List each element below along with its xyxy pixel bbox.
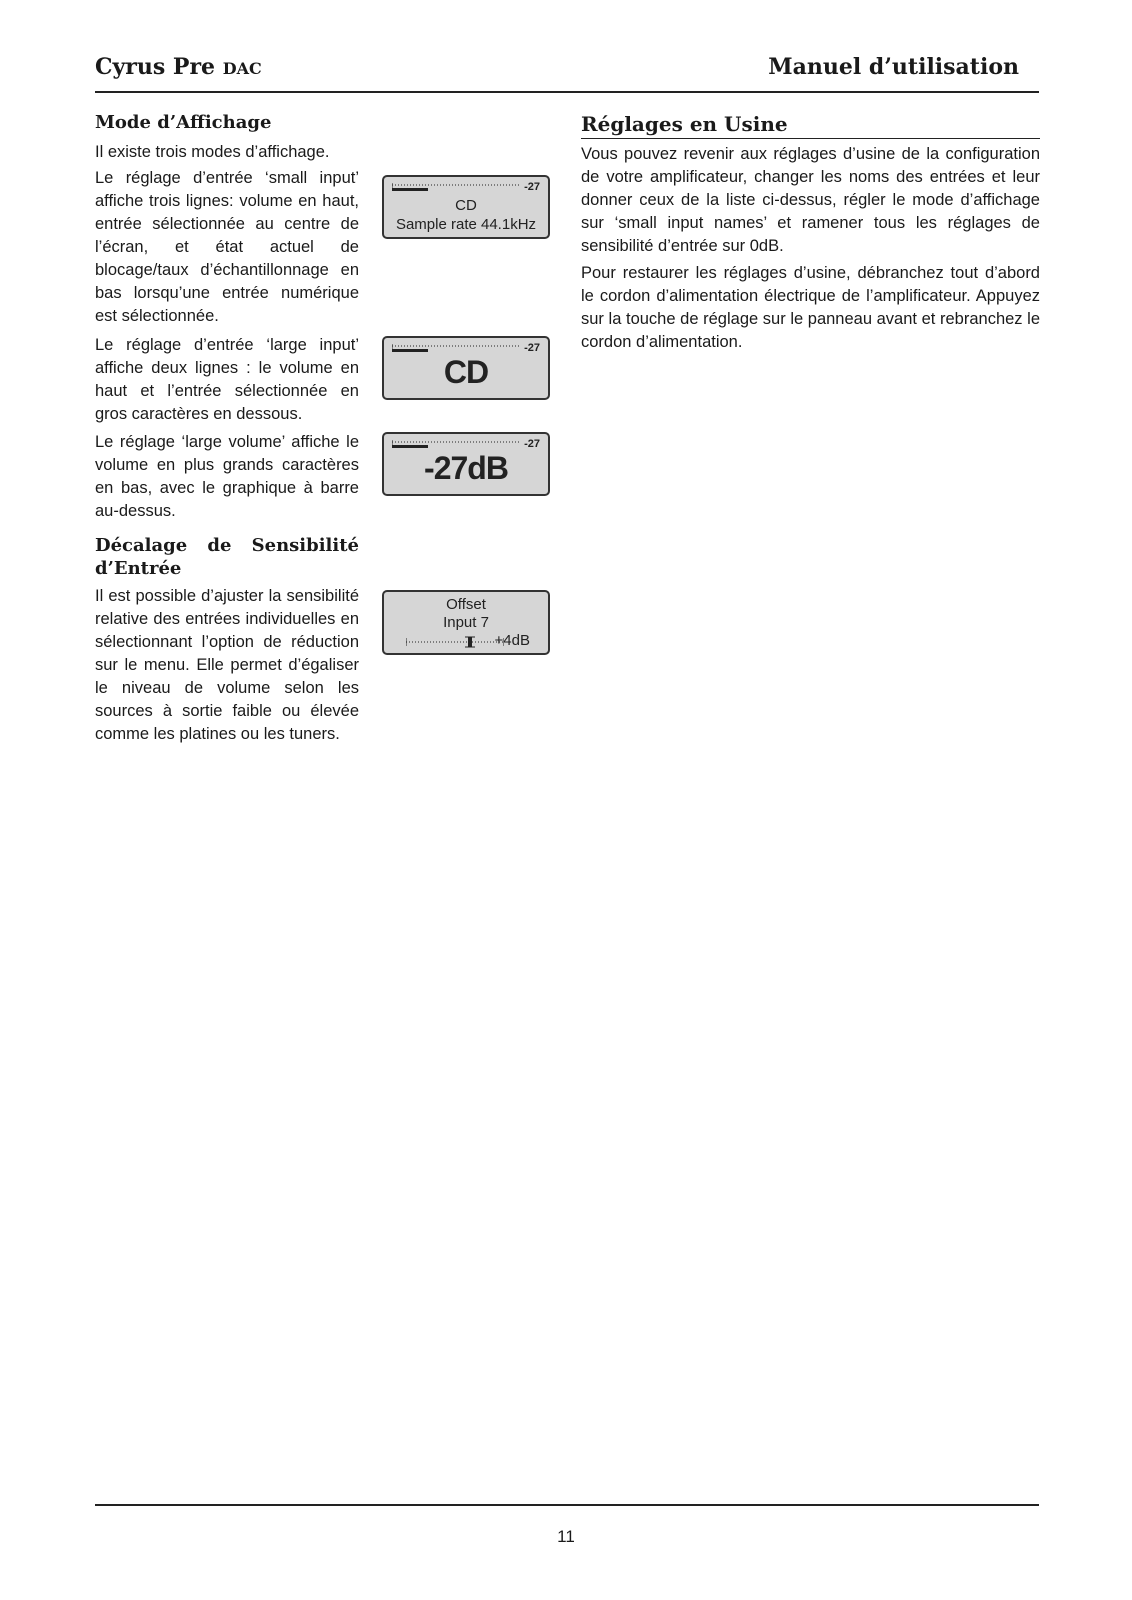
lcd-volume: -27 bbox=[524, 181, 540, 193]
header-manual-title: Manuel d’utilisation bbox=[768, 54, 1019, 80]
para-large-input: Le réglage d’entrée ‘large input’ affiche deux lignes : le volume en haut et l’entrée sélectionnée en gros caractères en dessous. bbox=[95, 336, 359, 423]
lcd-large-input bbox=[382, 336, 550, 400]
heading-offset-line1: Décalage de Sensibilité bbox=[95, 535, 359, 556]
footer-rule bbox=[95, 1504, 1039, 1506]
brand-name: Cyrus Pre bbox=[95, 54, 216, 80]
header-rule bbox=[95, 91, 1039, 93]
lcd-volume: -27 bbox=[524, 342, 540, 354]
lcd-volume: -27 bbox=[524, 438, 540, 450]
lcd-offset bbox=[382, 590, 550, 655]
para-factory-2: Pour restaurer les réglages d’usine, débranchez tout d’abord le cordon d’alimentation électrique de l’amplificateur. Appuyez sur la touche de réglage sur le panneau avant et rebranchez le cordon d’alimentation. bbox=[581, 264, 1040, 351]
lcd-volume-large: -27dB bbox=[424, 450, 508, 486]
para-intro: Il existe trois modes d’affichage. bbox=[95, 143, 330, 161]
lcd-input-name: CD bbox=[455, 197, 477, 214]
lcd-small-input bbox=[382, 175, 550, 239]
para-offset: Il est possible d’ajuster la sensibilité relative des entrées individuelles en sélectionnant l’option de réduction sur le menu. Elle permet d’égaliser le niveau de volume selon les sources à sortie faible ou élevée comme les platines ou les tuners. bbox=[95, 587, 359, 743]
volume-bar-icon bbox=[392, 183, 520, 191]
volume-bar-icon bbox=[392, 344, 520, 352]
heading-display-mode: Mode d’Affichage bbox=[95, 112, 272, 133]
volume-bar-icon bbox=[392, 440, 520, 448]
lcd-input-large: CD bbox=[443, 354, 489, 390]
header-brand bbox=[95, 54, 262, 80]
lcd-status: Sample rate 44.1kHz bbox=[395, 216, 537, 233]
lcd-offset-input: Input 7 bbox=[443, 614, 489, 631]
lcd-offset-label: Offset bbox=[446, 596, 486, 613]
page-number: 11 bbox=[557, 1527, 575, 1546]
heading-offset-line2: d’Entrée bbox=[95, 558, 182, 579]
brand-suffix: DAC bbox=[222, 59, 262, 78]
para-small-input: Le réglage d’entrée ‘small input’ affiche trois lignes: volume en haut, entrée sélectionnée au centre de l’écran, et état actuel de blocage/taux d’échantillonnage en bas lorsqu’une entrée numérique est sélectionnée. bbox=[95, 169, 359, 325]
lcd-large-volume bbox=[382, 432, 550, 496]
para-factory-1: Vous pouvez revenir aux réglages d’usine de la configuration de votre amplificateur, changer les noms des entrées et leur donner ceux de la liste ci-dessus, régler le mode d’affichage sur ‘small input names’ et ramener tous les réglages de sensibilité d’entrée sur 0dB. bbox=[581, 145, 1040, 255]
heading-factory-settings: Réglages en Usine bbox=[581, 112, 1040, 139]
offset-slider-icon bbox=[406, 636, 504, 648]
para-large-volume: Le réglage ‘large volume’ affiche le volume en plus grands caractères en bas, avec le graphique à barre au-dessus. bbox=[95, 433, 359, 520]
lcd-offset-value: +4dB bbox=[494, 632, 530, 649]
